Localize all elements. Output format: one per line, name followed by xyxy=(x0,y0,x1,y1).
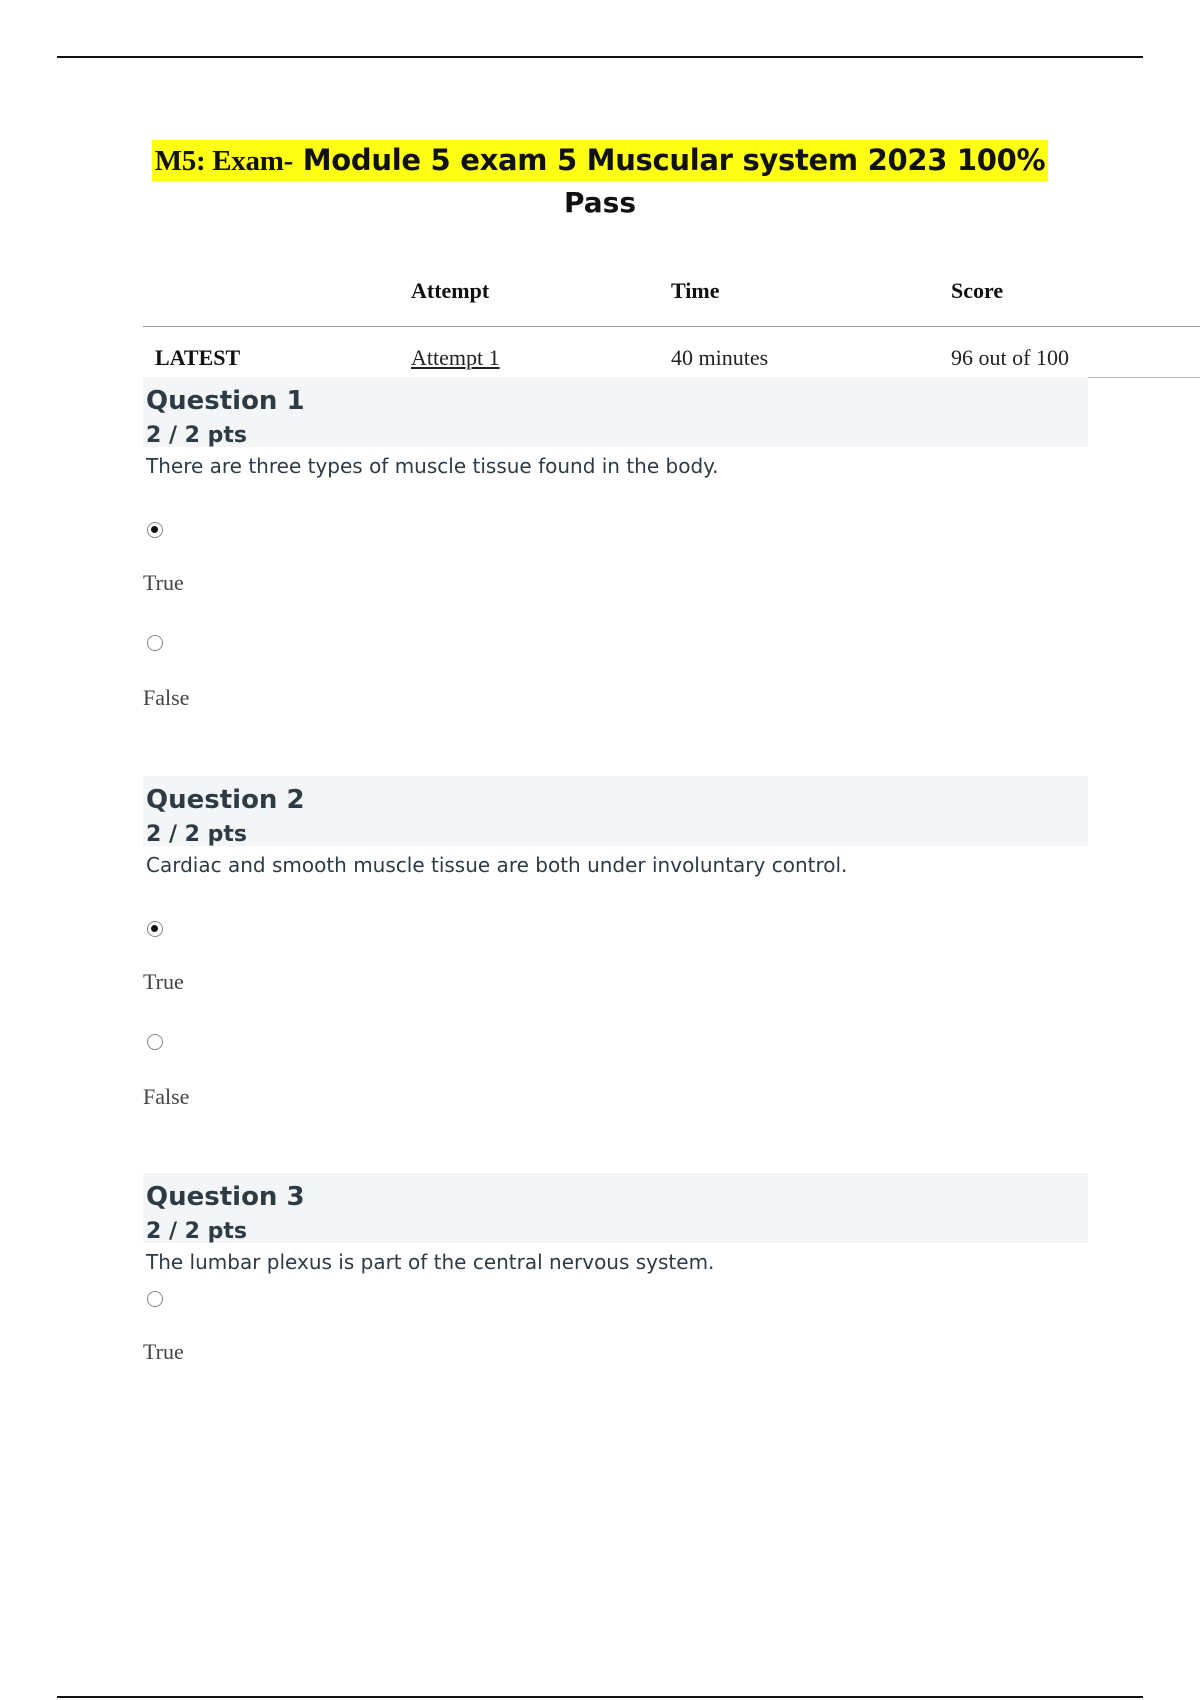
option-true xyxy=(143,1291,1088,1365)
question-header xyxy=(143,776,1088,846)
top-rule xyxy=(57,56,1143,58)
results-table xyxy=(143,268,1200,378)
option-true xyxy=(143,522,1088,596)
title-main: Module 5 exam 5 Muscular system 2023 100% xyxy=(292,143,1046,177)
option-false xyxy=(143,635,1088,711)
question-3 xyxy=(143,1173,1088,1365)
results-table-header xyxy=(143,268,1200,327)
radio-unchecked-icon[interactable] xyxy=(147,1034,163,1050)
radio-unchecked-icon[interactable] xyxy=(147,635,163,651)
radio-unchecked-icon[interactable] xyxy=(147,1291,163,1307)
attempt-link[interactable]: Attempt 1 xyxy=(411,345,500,370)
row-label: LATEST xyxy=(155,345,241,370)
row-time: 40 minutes xyxy=(671,345,769,370)
question-text: The lumbar plexus is part of the central nervous system. xyxy=(146,1250,715,1274)
header-score: Score xyxy=(951,278,1004,303)
document-title xyxy=(0,140,1200,223)
bottom-rule xyxy=(57,1696,1143,1698)
title-prefix: M5: Exam- xyxy=(154,145,293,177)
option-true xyxy=(143,921,1088,995)
question-1 xyxy=(143,377,1088,711)
option-label: False xyxy=(143,1084,190,1109)
question-header xyxy=(143,377,1088,447)
option-label: False xyxy=(143,685,190,710)
question-title: Question 3 xyxy=(146,1182,305,1212)
question-header xyxy=(143,1173,1088,1243)
radio-checked-icon[interactable] xyxy=(147,921,163,937)
header-time: Time xyxy=(671,278,720,303)
question-points: 2 / 2 pts xyxy=(146,1219,247,1244)
results-table-row xyxy=(143,327,1200,378)
option-false xyxy=(143,1034,1088,1110)
question-title: Question 2 xyxy=(146,785,305,815)
title-highlighted-line xyxy=(152,140,1049,181)
question-2 xyxy=(143,776,1088,1110)
question-text: Cardiac and smooth muscle tissue are both under involuntary control. xyxy=(146,853,848,877)
header-attempt: Attempt xyxy=(411,278,490,303)
radio-checked-icon[interactable] xyxy=(147,522,163,538)
question-points: 2 / 2 pts xyxy=(146,822,247,847)
option-label: True xyxy=(143,969,184,994)
question-title: Question 1 xyxy=(146,386,305,416)
title-pass: Pass xyxy=(564,186,636,219)
option-label: True xyxy=(143,1339,184,1364)
question-points: 2 / 2 pts xyxy=(146,423,247,448)
row-score: 96 out of 100 xyxy=(951,345,1069,370)
question-text: There are three types of muscle tissue found in the body. xyxy=(146,454,719,478)
option-label: True xyxy=(143,570,184,595)
